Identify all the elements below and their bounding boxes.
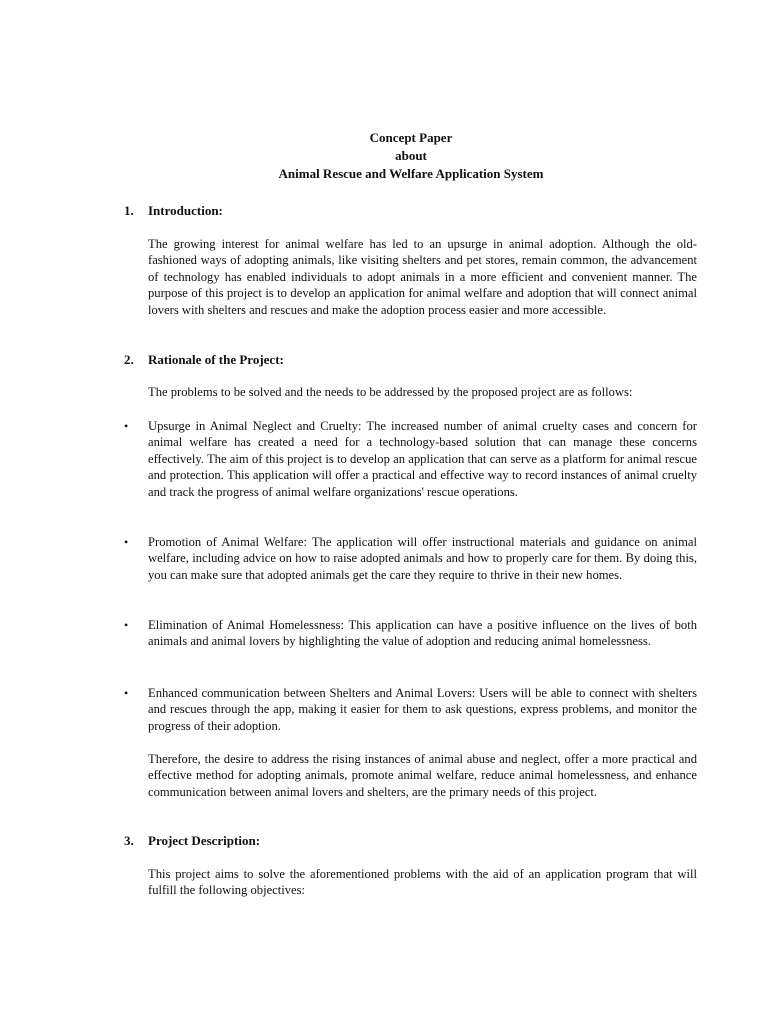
title-line-about: about xyxy=(395,148,427,163)
section-heading-project-description xyxy=(124,832,260,850)
rationale-bullet-item xyxy=(124,617,697,650)
section-number: 2. xyxy=(124,352,134,367)
introduction-paragraph: The growing interest for animal welfare has led to an upsurge in animal adoption. Although the old-fashioned ways of adopting animals, like visiting shelters and pet stores, remain common, the advancement of technology has enabled individuals to adopt animals in a more efficient and convenient manner. The purpose of this project is to develop an application for animal welfare and adoption that will connect animal lovers with shelters and rescues and make the adoption process easier and more accessible. xyxy=(148,237,697,317)
section-number: 1. xyxy=(124,203,134,218)
section-heading-text: Rationale of the Project: xyxy=(148,352,284,367)
section-heading-introduction xyxy=(124,202,223,220)
rationale-bullet-item xyxy=(124,534,697,583)
rationale-conclusion-paragraph: Therefore, the desire to address the rising instances of animal abuse and neglect, offer a more practical and effective method for adopting animals, promote animal welfare, reduce animal homelessness, and enhance communication between animal lovers and shelters, are the primary needs of this project. xyxy=(148,752,697,799)
bullet-icon: • xyxy=(124,618,129,632)
rationale-intro-paragraph: The problems to be solved and the needs to be addressed by the proposed project are as follows: xyxy=(148,385,633,399)
project-description-paragraph: This project aims to solve the aforementioned problems with the aid of an application program that will fulfill the following objectives: xyxy=(148,867,697,898)
bullet-text: Enhanced communication between Shelters and Animal Lovers: Users will be able to connect with shelters and rescues through the app, making it easier for them to ask questions, express problems, and monitor the progress of their adoption. xyxy=(148,686,697,733)
title-line-concept-paper: Concept Paper xyxy=(369,130,453,145)
document-title xyxy=(0,129,768,183)
bullet-icon: • xyxy=(124,686,129,700)
bullet-icon: • xyxy=(124,535,129,549)
bullet-text: Upsurge in Animal Neglect and Cruelty: The increased number of animal cruelty cases and concern for animal welfare has created a need for a technology-based solution that can manage these concerns effectively. The aim of this project is to develop an application that can serve as a platform for animal rescue and protection. This application will offer a practical and effective way to record instances of animal cruelty and track the progress of animal welfare organizations' rescue operations. xyxy=(148,419,697,499)
section-heading-text: Introduction: xyxy=(148,203,223,218)
rationale-bullet-item xyxy=(124,418,697,500)
rationale-bullet-item xyxy=(124,685,697,734)
bullet-text: Elimination of Animal Homelessness: This application can have a positive influence on the lives of both animals and animal lovers by highlighting the value of adoption and reducing animal homelessness. xyxy=(148,618,697,649)
section-number: 3. xyxy=(124,833,134,848)
bullet-text: Promotion of Animal Welfare: The application will offer instructional materials and guidance on animal welfare, including advice on how to raise adopted animals and how to properly care for them. By doing this, you can make sure that adopted animals get the care they require to thrive in their new homes. xyxy=(148,535,697,582)
title-line-system-name: Animal Rescue and Welfare Application System xyxy=(278,166,544,181)
bullet-icon: • xyxy=(124,419,129,433)
section-heading-rationale xyxy=(124,351,284,369)
section-heading-text: Project Description: xyxy=(148,833,261,848)
